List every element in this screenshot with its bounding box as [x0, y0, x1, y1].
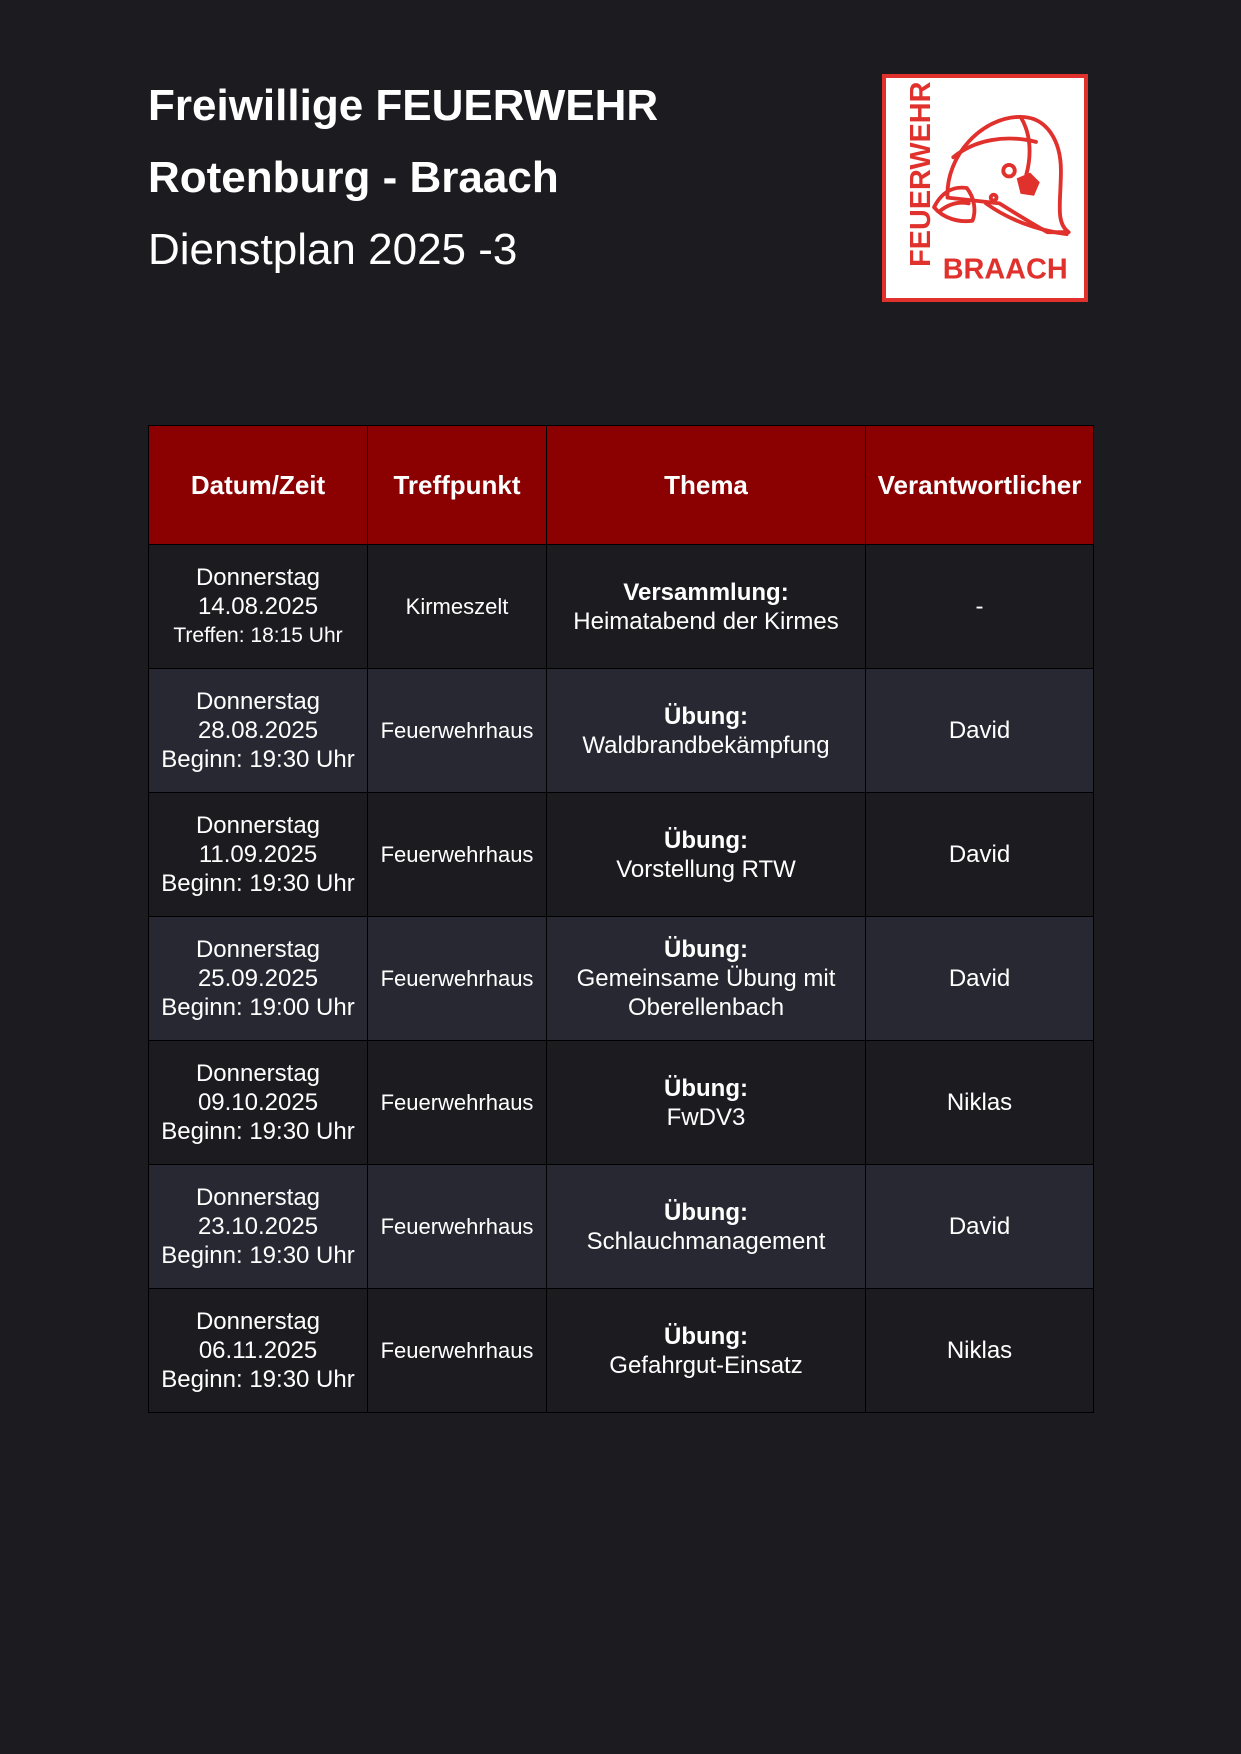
date-cell: [149, 545, 368, 669]
logo-bottom-text: BRAACH: [942, 253, 1068, 286]
weekday: Donnerstag: [195, 688, 321, 715]
topic: Gemeinsame Übung mit Oberellenbach: [576, 965, 836, 1021]
topic-type: Übung:: [664, 1198, 748, 1226]
page-title-line-2: Rotenburg - Braach: [148, 153, 559, 202]
start-time: Beginn: 19:30 Uhr: [161, 870, 355, 897]
date: 11.09.2025: [198, 841, 318, 868]
table-row: [149, 545, 1094, 669]
date-cell: [149, 1165, 368, 1289]
responsible-cell: David: [866, 917, 1094, 1041]
responsible-cell: Niklas: [866, 1289, 1094, 1413]
date: 23.10.2025: [197, 1213, 319, 1240]
column-header-responsible: Verantwortlicher: [866, 426, 1094, 545]
weekday: Donnerstag: [195, 1184, 321, 1211]
topic-type: Versammlung:: [623, 578, 789, 606]
date: 09.10.2025: [197, 1089, 319, 1116]
place-cell: Feuerwehrhaus: [368, 1165, 547, 1289]
table-row: [149, 917, 1094, 1041]
table-header-row: [149, 426, 1094, 545]
weekday: Donnerstag: [195, 1060, 321, 1087]
weekday: Donnerstag: [195, 564, 321, 591]
table-row: [149, 1289, 1094, 1413]
duty-schedule-table: [148, 425, 1094, 1413]
date-cell: [149, 793, 368, 917]
responsible-cell: David: [866, 793, 1094, 917]
start-time: Beginn: 19:30 Uhr: [161, 1242, 355, 1269]
topic-cell: [547, 1289, 866, 1413]
responsible-cell: David: [866, 1165, 1094, 1289]
place-cell: Feuerwehrhaus: [368, 669, 547, 793]
date-cell: [149, 1041, 368, 1165]
topic: Waldbrandbekämpfung: [582, 731, 830, 759]
weekday: Donnerstag: [195, 1308, 321, 1335]
topic-cell: [547, 1165, 866, 1289]
date: 14.08.2025: [197, 593, 319, 620]
column-header-date: Datum/Zeit: [149, 426, 368, 545]
start-time: Beginn: 19:30 Uhr: [161, 1366, 355, 1393]
page-subtitle: Dienstplan 2025 -3: [148, 225, 518, 274]
topic-cell: [547, 545, 866, 669]
topic-type: Übung:: [664, 826, 748, 854]
feuerwehr-braach-logo: [882, 74, 1088, 302]
place-cell: Feuerwehrhaus: [368, 917, 547, 1041]
page-header: [148, 70, 1088, 310]
topic-cell: [547, 793, 866, 917]
responsible-cell: -: [866, 545, 1094, 669]
topic-type: Übung:: [664, 1322, 748, 1350]
date: 25.09.2025: [197, 965, 319, 992]
date: 28.08.2025: [197, 717, 319, 744]
place-cell: Kirmeszelt: [368, 545, 547, 669]
date: 06.11.2025: [198, 1337, 318, 1364]
topic-cell: [547, 917, 866, 1041]
weekday: Donnerstag: [195, 812, 321, 839]
responsible-cell: Niklas: [866, 1041, 1094, 1165]
date-cell: [149, 669, 368, 793]
place-cell: Feuerwehrhaus: [368, 1289, 547, 1413]
topic: FwDV3: [666, 1103, 746, 1131]
column-header-topic: Thema: [547, 426, 866, 545]
topic-cell: [547, 669, 866, 793]
topic-type: Übung:: [664, 702, 748, 730]
topic: Gefahrgut-Einsatz: [609, 1351, 803, 1379]
start-time: Treffen: 18:15 Uhr: [173, 624, 343, 647]
place-cell: Feuerwehrhaus: [368, 1041, 547, 1165]
column-header-place: Treffpunkt: [368, 426, 547, 545]
table-row: [149, 669, 1094, 793]
start-time: Beginn: 19:30 Uhr: [161, 1118, 355, 1145]
responsible-cell: David: [866, 669, 1094, 793]
table-row: [149, 793, 1094, 917]
date-cell: [149, 1289, 368, 1413]
logo-vertical-text: FEUERWEHR: [905, 81, 938, 267]
topic: Schlauchmanagement: [586, 1227, 826, 1255]
fire-helmet-icon: [886, 78, 1084, 298]
weekday: Donnerstag: [195, 936, 321, 963]
page-title-line-1: Freiwillige FEUERWEHR: [148, 81, 659, 130]
topic-cell: [547, 1041, 866, 1165]
date-cell: [149, 917, 368, 1041]
start-time: Beginn: 19:00 Uhr: [161, 994, 355, 1021]
start-time: Beginn: 19:30 Uhr: [161, 746, 355, 773]
table-row: [149, 1165, 1094, 1289]
topic: Vorstellung RTW: [616, 855, 796, 883]
table-row: [149, 1041, 1094, 1165]
place-cell: Feuerwehrhaus: [368, 793, 547, 917]
topic: Heimatabend der Kirmes: [573, 607, 839, 635]
topic-type: Übung:: [664, 1074, 748, 1102]
topic-type: Übung:: [664, 936, 748, 963]
